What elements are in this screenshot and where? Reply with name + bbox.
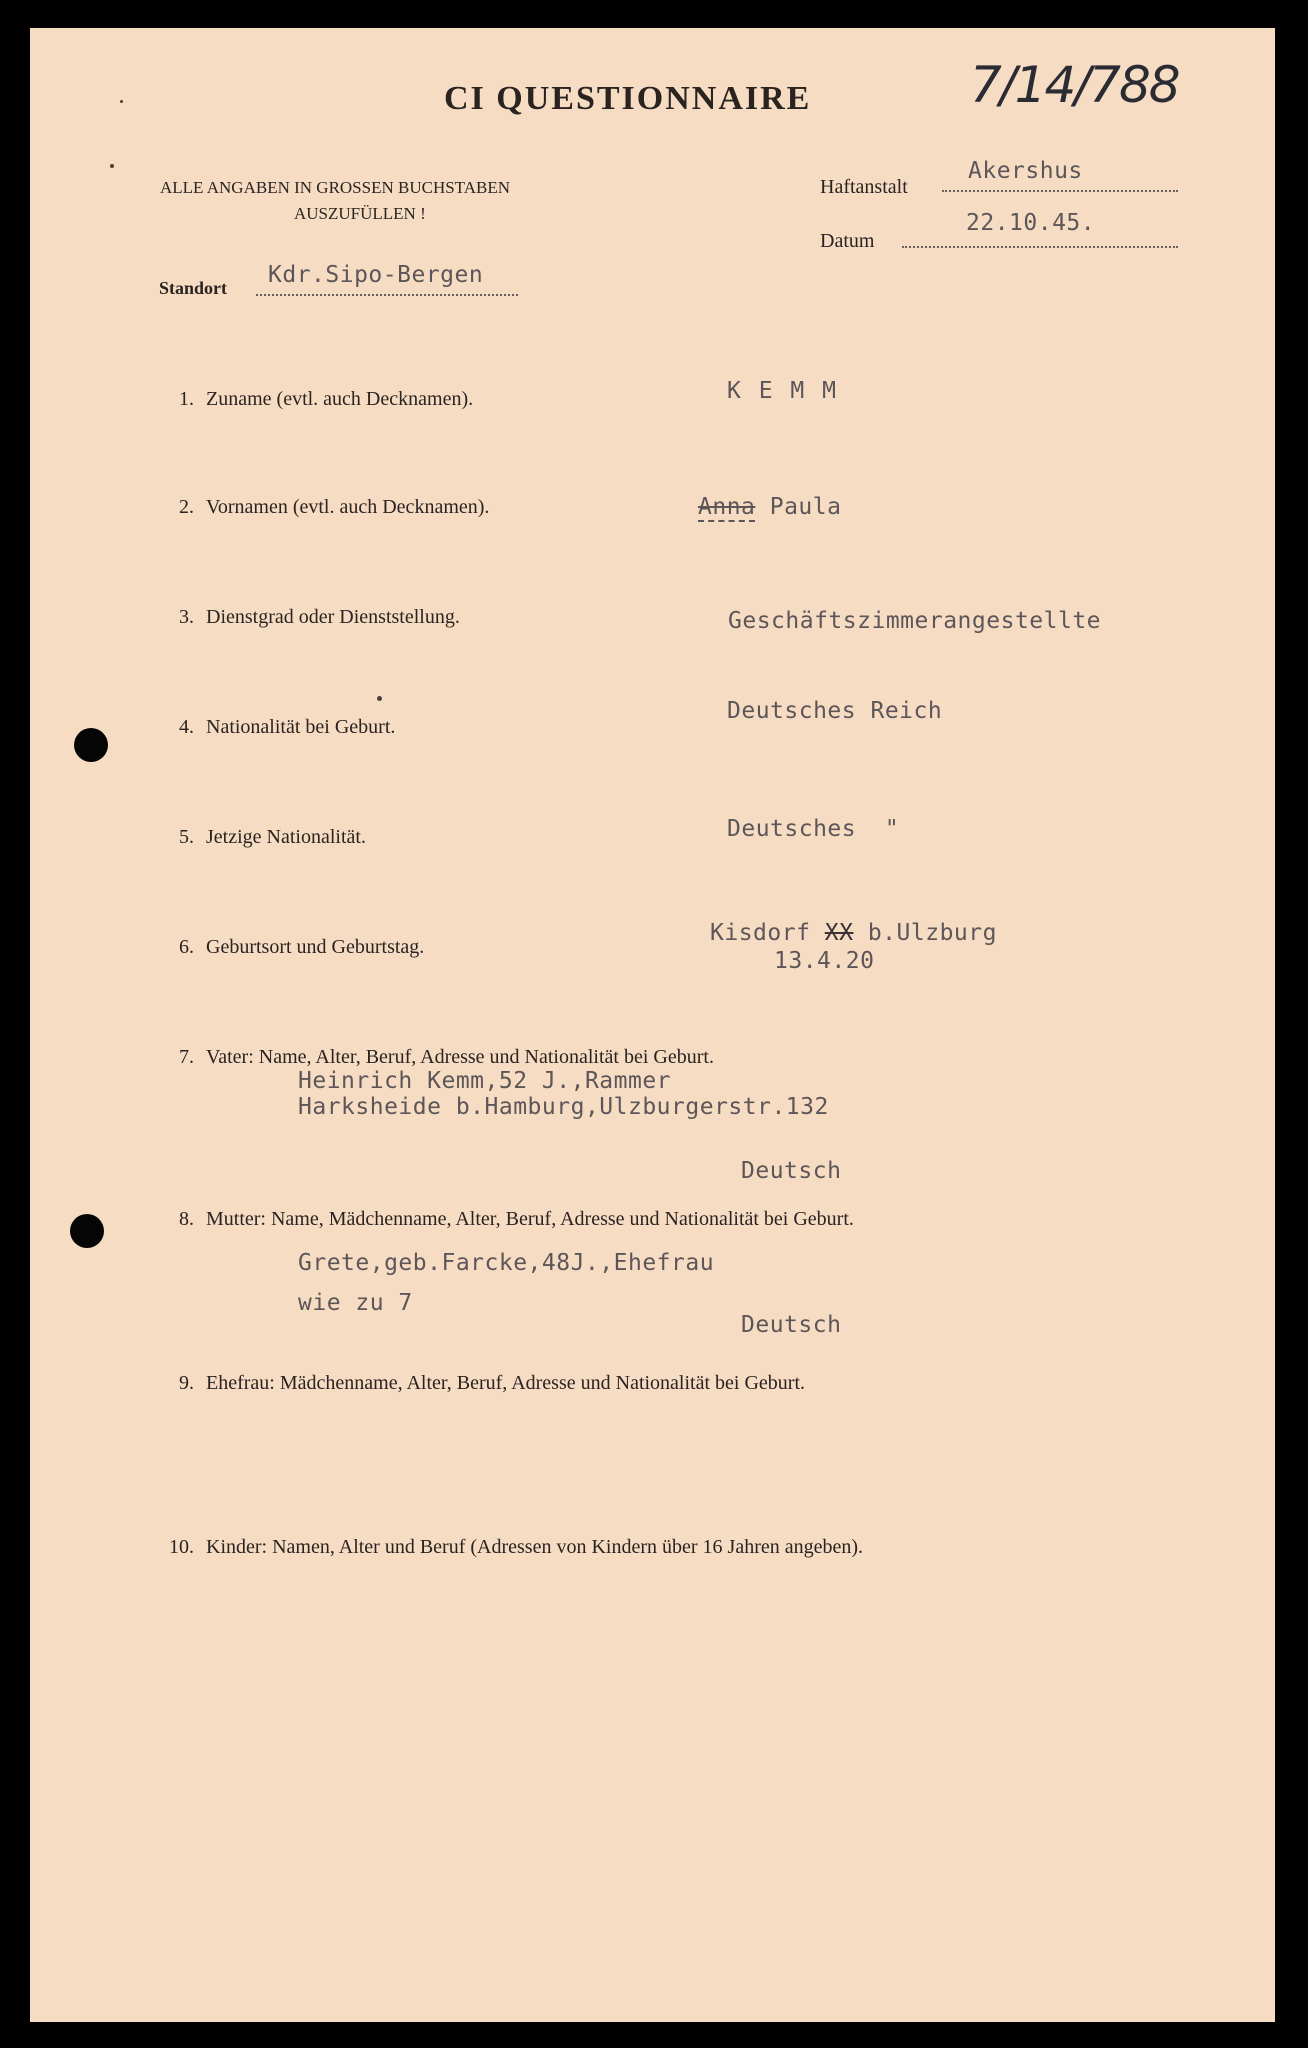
answer-7-father-nationality: Deutsch bbox=[741, 1158, 842, 1184]
instruction-line-1: ALLE ANGABEN IN GROSSEN BUCHSTABEN bbox=[160, 178, 510, 197]
instruction-line-2: AUSZUFÜLLEN ! bbox=[294, 204, 426, 223]
punch-hole bbox=[70, 1214, 104, 1248]
question-3: 3. Dienstgrad oder Dienststellung. bbox=[179, 606, 460, 628]
page-title: CI QUESTIONNAIRE bbox=[444, 80, 812, 117]
question-7: 7. Vater: Name, Alter, Beruf, Adresse und Nationalität bei Geburt. bbox=[179, 1046, 714, 1068]
question-1: 1. Zuname (evtl. auch Decknamen). bbox=[179, 388, 474, 410]
question-9: 9. Ehefrau: Mädchenname, Alter, Beruf, Adresse und Nationalität bei Geburt. bbox=[179, 1372, 806, 1394]
answer-6-birthplace: Kisdorf XX b.Ulzburg bbox=[710, 920, 997, 946]
standort-label: Standort bbox=[159, 278, 228, 298]
answer-3-rank: Geschäftszimmerangestellte bbox=[728, 608, 1102, 634]
questionnaire-page bbox=[30, 28, 1275, 2022]
struck-name: Anna bbox=[698, 494, 756, 520]
answer-7-father-line-2: Harksheide b.Hamburg,Ulzburgerstr.132 bbox=[298, 1094, 829, 1120]
paper-speck bbox=[377, 696, 382, 701]
question-10: 10. Kinder: Namen, Alter und Beruf (Adressen von Kindern über 16 Jahren angeben). bbox=[169, 1536, 864, 1558]
question-4: 4. Nationalität bei Geburt. bbox=[179, 716, 396, 738]
haftanstalt-label: Haftanstalt bbox=[820, 176, 908, 198]
haftanstalt-value: Akershus bbox=[968, 158, 1083, 184]
answer-6-birthdate: 13.4.20 bbox=[774, 948, 875, 974]
handwritten-reference: 7/14/788 bbox=[970, 56, 1179, 114]
answer-8-mother-nationality: Deutsch bbox=[741, 1312, 842, 1338]
answer-1-surname: K E M M bbox=[727, 378, 838, 404]
paper-speck bbox=[110, 164, 114, 168]
question-5: 5. Jetzige Nationalität. bbox=[179, 826, 366, 848]
standort-line bbox=[256, 294, 518, 296]
answer-7-father-line-1: Heinrich Kemm,52 J.,Rammer bbox=[298, 1068, 672, 1094]
question-8: 8. Mutter: Name, Mädchenname, Alter, Beruf, Adresse und Nationalität bei Geburt. bbox=[179, 1208, 854, 1230]
paper-speck bbox=[120, 100, 123, 103]
datum-value: 22.10.45. bbox=[966, 210, 1096, 236]
answer-2-firstnames: Anna Paula bbox=[698, 494, 842, 520]
answer-5-current-nationality: Deutsches " bbox=[727, 816, 900, 842]
haftanstalt-line bbox=[942, 190, 1178, 192]
answer-8-mother-line-1: Grete,geb.Farcke,48J.,Ehefrau bbox=[298, 1250, 715, 1276]
standort-value: Kdr.Sipo-Bergen bbox=[268, 262, 484, 288]
punch-hole bbox=[74, 728, 108, 762]
answer-4-birth-nationality: Deutsches Reich bbox=[727, 698, 943, 724]
question-6: 6. Geburtsort und Geburtstag. bbox=[179, 936, 425, 958]
datum-label: Datum bbox=[820, 230, 875, 252]
datum-line bbox=[902, 246, 1178, 248]
question-2: 2. Vornamen (evtl. auch Decknamen). bbox=[179, 496, 490, 518]
answer-8-mother-line-2: wie zu 7 bbox=[298, 1290, 413, 1316]
